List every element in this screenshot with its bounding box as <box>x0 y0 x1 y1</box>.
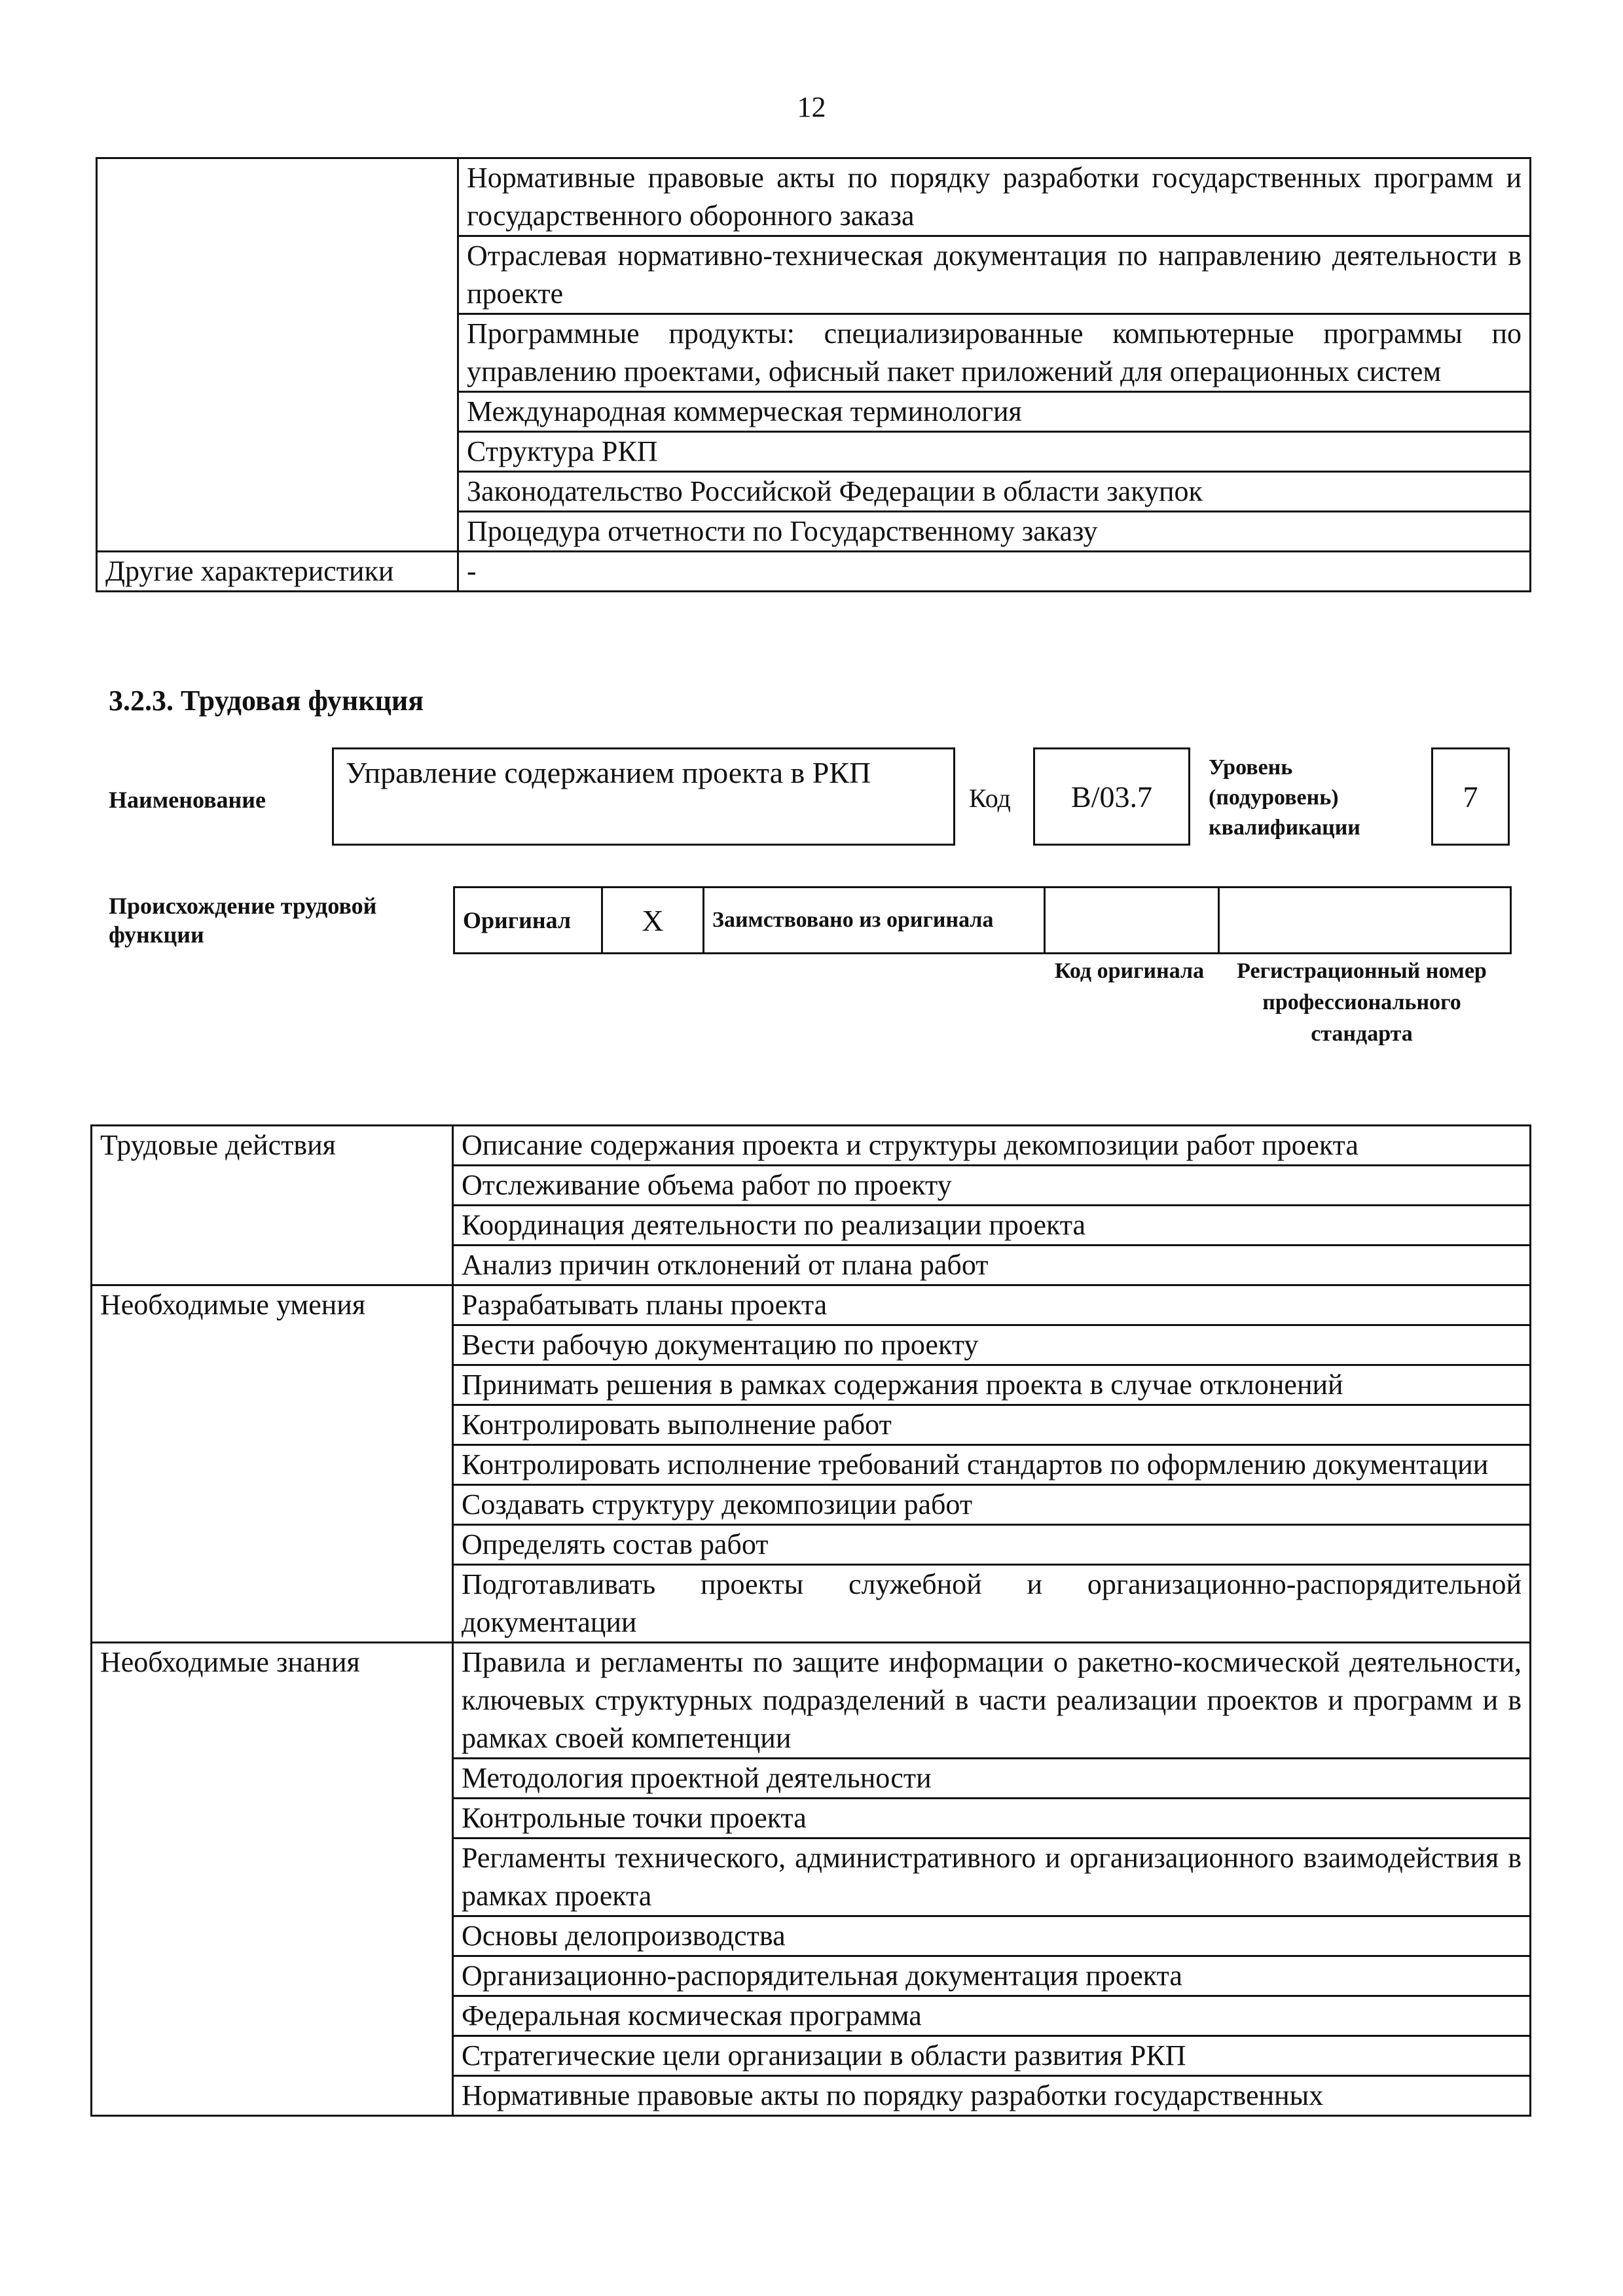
origin-table <box>453 886 1512 954</box>
table-cell: Процедура отчетности по Государственному заказу <box>458 512 1531 552</box>
function-name-box <box>332 747 955 846</box>
table-cell: Нормативные правовые акты по порядку разработки государственных <box>453 2076 1531 2116</box>
table-cell: Подготавливать проекты служебной и организационно-распорядительной документации <box>453 1565 1531 1643</box>
table-row <box>97 158 1531 236</box>
table-cell: Контрольные точки проекта <box>453 1799 1531 1839</box>
empty-label-cell <box>97 158 458 552</box>
level-box <box>1431 747 1510 846</box>
table-cell: Законодательство Российской Федерации в области закупок <box>458 472 1531 512</box>
level-value: 7 <box>1463 780 1478 814</box>
table-row <box>92 1643 1531 1759</box>
code-original-caption: Код оригинала <box>1054 959 1205 983</box>
table-cell: Стратегические цели организации в области развития РКП <box>453 2036 1531 2076</box>
level-label: Уровень (подуровень) квалификации <box>1209 755 1360 840</box>
table-cell: Международная коммерческая терминология <box>458 392 1531 432</box>
original-label: Оригинал <box>454 888 602 954</box>
group-label: Необходимые умения <box>92 1285 453 1643</box>
table-cell: Программные продукты: специализированные компьютерные программы по управлению проектами, офисный пакет приложений для операционных систем <box>458 314 1531 392</box>
page-number: 12 <box>797 91 826 123</box>
table-cell: Регламенты технического, административного и организационного взаимодействия в рамках проекта <box>453 1839 1531 1916</box>
table-cell: Структура РКП <box>458 432 1531 472</box>
origin-label: Происхождение трудовой функции <box>109 893 377 948</box>
code-value: B/03.7 <box>1071 780 1152 814</box>
continuation-table <box>96 157 1531 592</box>
table-row <box>92 1285 1531 1325</box>
section-heading: 3.2.3. Трудовая функция <box>109 685 424 717</box>
table-row <box>92 1126 1531 1166</box>
table-cell: Отраслевая нормативно-техническая документация по направлению деятельности в проекте <box>458 236 1531 314</box>
group-label: Трудовые действия <box>92 1126 453 1285</box>
table-cell: Основы делопроизводства <box>453 1916 1531 1956</box>
table-cell: Методология проектной деятельности <box>453 1759 1531 1799</box>
borrowed-label: Заимствовано из оригинала <box>704 888 1045 954</box>
table-cell: Контролировать исполнение требований стандартов по оформлению документации <box>453 1445 1531 1485</box>
table-cell: Анализ причин отклонений от плана работ <box>453 1246 1531 1285</box>
group-label: Необходимые знания <box>92 1643 453 2116</box>
reg-number-cell <box>1219 888 1511 954</box>
table-row <box>97 552 1531 592</box>
table-cell: Определять состав работ <box>453 1525 1531 1565</box>
code-label: Код <box>969 783 1011 813</box>
code-box <box>1033 747 1190 846</box>
table-cell: Нормативные правовые акты по порядку разработки государственных программ и государственного оборонного заказа <box>458 158 1531 236</box>
table-cell: Контролировать выполнение работ <box>453 1405 1531 1445</box>
table-cell: Организационно-распорядительная документация проекта <box>453 1956 1531 1996</box>
original-mark: X <box>602 888 704 954</box>
name-label: Наименование <box>109 787 266 813</box>
table-cell: Описание содержания проекта и структуры декомпозиции работ проекта <box>453 1126 1531 1166</box>
table-cell: Правила и регламенты по защите информации о ракетно-космической деятельности, ключевых структурных подразделений в части реализации проектов и программ и в рамках своей компетенции <box>453 1643 1531 1759</box>
row-label: Другие характеристики <box>97 552 458 592</box>
table-cell: - <box>458 552 1531 592</box>
function-name: Управление содержанием проекта в РКП <box>346 756 871 789</box>
code-original-cell <box>1045 888 1219 954</box>
table-cell: Федеральная космическая программа <box>453 1996 1531 2036</box>
table-cell: Координация деятельности по реализации проекта <box>453 1206 1531 1246</box>
table-cell: Разрабатывать планы проекта <box>453 1285 1531 1325</box>
table-cell: Принимать решения в рамках содержания проекта в случае отклонений <box>453 1365 1531 1405</box>
table-row <box>454 888 1511 954</box>
table-cell: Отслеживание объема работ по проекту <box>453 1166 1531 1206</box>
reg-number-caption: Регистрационный номер профессионального стандарта <box>1237 959 1487 1046</box>
function-table <box>90 1124 1531 2117</box>
table-cell: Создавать структуру декомпозиции работ <box>453 1485 1531 1525</box>
table-cell: Вести рабочую документацию по проекту <box>453 1325 1531 1365</box>
